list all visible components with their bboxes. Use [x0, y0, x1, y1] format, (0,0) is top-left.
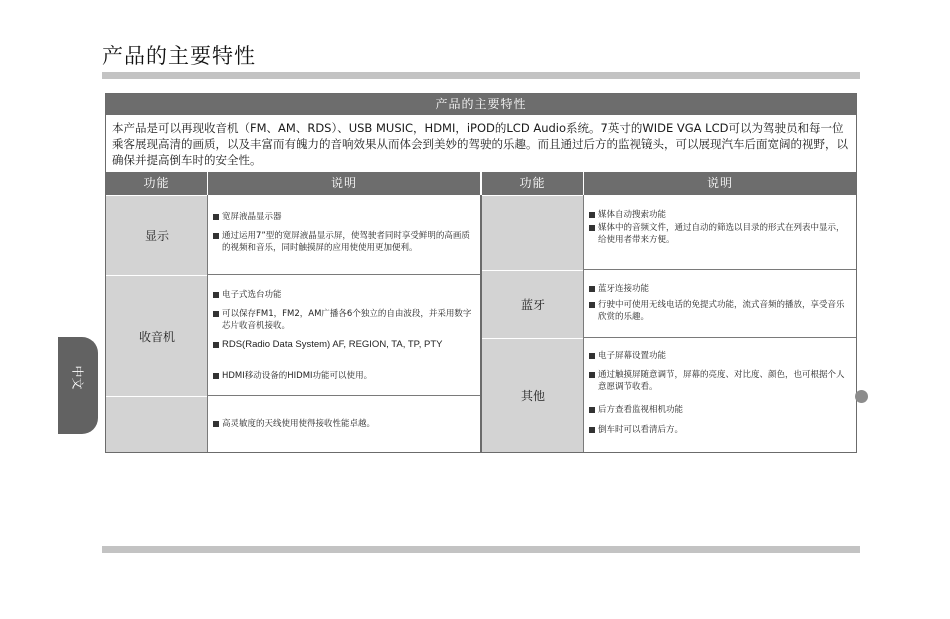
- bullet-icon: [589, 286, 595, 292]
- top-divider: [102, 72, 860, 79]
- list-item: [212, 289, 476, 301]
- list-item: [212, 418, 476, 430]
- item-text: 蓝牙连接功能: [598, 284, 650, 294]
- list-item: [212, 211, 476, 223]
- item-text: RDS(Radio Data System) AF, REGION, TA, TP, PTY: [222, 339, 443, 350]
- item-text: HDMI移动设备的HIDMI功能可以使用。: [222, 371, 373, 381]
- bottom-divider: [102, 546, 860, 553]
- item-text: 媒体自动搜索功能: [598, 210, 667, 220]
- list-item: [588, 283, 852, 295]
- list-item: [212, 308, 476, 332]
- feature-cell-radio: 收音机: [106, 275, 208, 396]
- feature-cell-antenna: [106, 396, 208, 452]
- page-marker-dot: [855, 390, 868, 403]
- feature-cell-bluetooth: 蓝牙: [482, 270, 584, 338]
- table-header: 产品的主要特性: [106, 94, 856, 115]
- bullet-icon: [589, 225, 595, 231]
- feature-cell-media: [482, 195, 584, 270]
- bullet-icon: [589, 427, 595, 433]
- list-item: [588, 350, 852, 362]
- bullet-icon: [213, 292, 219, 298]
- bullet-icon: [589, 372, 595, 378]
- description-cell-antenna: [207, 396, 480, 452]
- features-table: [105, 93, 857, 453]
- column-separator: [480, 172, 481, 195]
- list-item: [588, 299, 852, 323]
- list-item: [588, 222, 852, 246]
- language-tab[interactable]: [58, 337, 98, 434]
- item-text: 通过运用7”型的宽屏液晶显示屏，使驾驶者同时享受鲜明的高画质的视频和音乐，同时触摸屏的应用使使用更加便利。: [222, 231, 470, 253]
- description-cell-radio: [207, 275, 480, 396]
- page-title: 产品的主要特性: [102, 44, 256, 68]
- description-cell-display: [207, 195, 480, 275]
- language-tab-label: 中文: [70, 365, 85, 390]
- column-header-feature-left: 功能: [106, 172, 207, 195]
- list-item: [212, 230, 476, 254]
- list-item: [212, 370, 476, 382]
- list-item: [588, 369, 852, 393]
- bullet-icon: [589, 212, 595, 218]
- item-text: 宽屏液晶显示器: [222, 212, 282, 222]
- item-text: 后方查看监视相机功能: [598, 405, 684, 415]
- item-text: 电子屏幕设置功能: [598, 351, 667, 361]
- bullet-icon: [213, 214, 219, 220]
- bullet-icon: [213, 233, 219, 239]
- bullet-icon: [589, 353, 595, 359]
- bullet-icon: [213, 421, 219, 427]
- description-cell-other: [583, 338, 856, 452]
- item-text: 倒车时可以看清后方。: [598, 425, 684, 435]
- bullet-icon: [589, 302, 595, 308]
- bullet-icon: [213, 342, 219, 348]
- item-text: 通过触摸屏随意调节，屏幕的亮度、对比度、颜色，也可根据个人意愿调节收看。: [598, 370, 845, 392]
- description-cell-media: [583, 195, 856, 270]
- column-header-desc-right: 说明: [584, 172, 856, 195]
- item-text: 高灵敏度的天线使用使得接收性能卓越。: [222, 419, 376, 429]
- bullet-icon: [213, 373, 219, 379]
- column-header-feature-right: 功能: [482, 172, 583, 195]
- list-item: [588, 209, 852, 221]
- list-item: [212, 339, 476, 351]
- list-item: [588, 404, 852, 416]
- item-text: 媒体中的音频文件，通过自动的筛选以目录的形式在列表中显示，给使用者带来方便。: [598, 223, 845, 245]
- item-text: 可以保存FM1，FM2，AM广播各6个独立的自由波段，并采用数字芯片收音机接收。: [222, 309, 472, 331]
- list-item: [588, 424, 852, 436]
- description-cell-bluetooth: [583, 270, 856, 338]
- item-text: 电子式选台功能: [222, 290, 282, 300]
- table-intro: 本产品是可以再现收音机（FM、AM、RDS）、USB MUSIC，HDMI，iPOD的LCD Audio系统。7英寸的WIDE VGA LCD可以为驾驶员和每一位乘客展现高清的画质，以及丰富而有魄力的音响效果从而体会到美妙的驾驶的乐趣。而且通过后方的监视镜头，可以展现汽车后面宽阔的视野，以确保并提高倒车时的安全性。: [112, 121, 848, 167]
- feature-cell-other: 其他: [482, 338, 584, 452]
- bullet-icon: [213, 311, 219, 317]
- feature-cell-display: 显示: [106, 195, 208, 275]
- bullet-icon: [589, 407, 595, 413]
- column-header-desc-left: 说明: [208, 172, 480, 195]
- item-text: 行驶中可使用无线电话的免提式功能，流式音频的播放，享受音乐欣赏的乐趣。: [598, 300, 845, 322]
